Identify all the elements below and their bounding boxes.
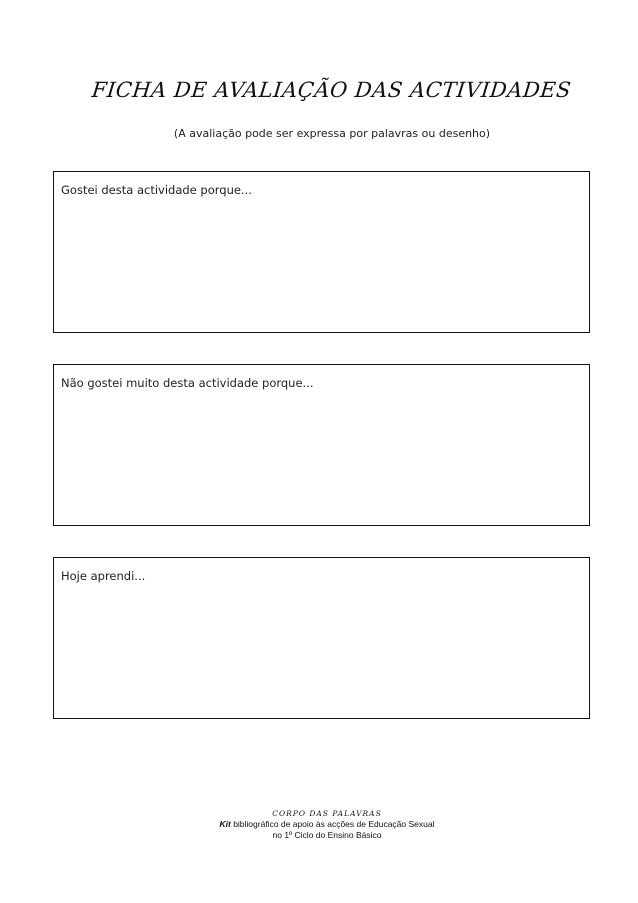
box-label-learned: Hoje aprendi...: [61, 569, 146, 583]
page-title: FICHA DE AVALIAÇÃO DAS ACTIVIDADES: [90, 78, 573, 102]
footer-kit-word: Kit: [219, 819, 231, 829]
footer-line-1: [16, 819, 638, 830]
footer-brand: CORPO DAS PALAVRAS: [272, 809, 382, 818]
page-footer: [0, 808, 638, 841]
evaluation-box-disliked[interactable]: [53, 364, 590, 526]
footer-line-1-text: bibliográfico de apoio às acções de Educação Sexual: [230, 819, 435, 829]
box-label-disliked: Não gostei muito desta actividade porque...: [61, 376, 314, 390]
evaluation-box-learned[interactable]: [53, 557, 590, 719]
page-subtitle: (A avaliação pode ser expressa por palavras ou desenho): [173, 127, 491, 140]
footer-line-2: no 1º Ciclo do Ensino Básico: [272, 830, 382, 840]
box-label-liked: Gostei desta actividade porque...: [61, 183, 252, 197]
evaluation-box-liked[interactable]: [53, 171, 590, 333]
